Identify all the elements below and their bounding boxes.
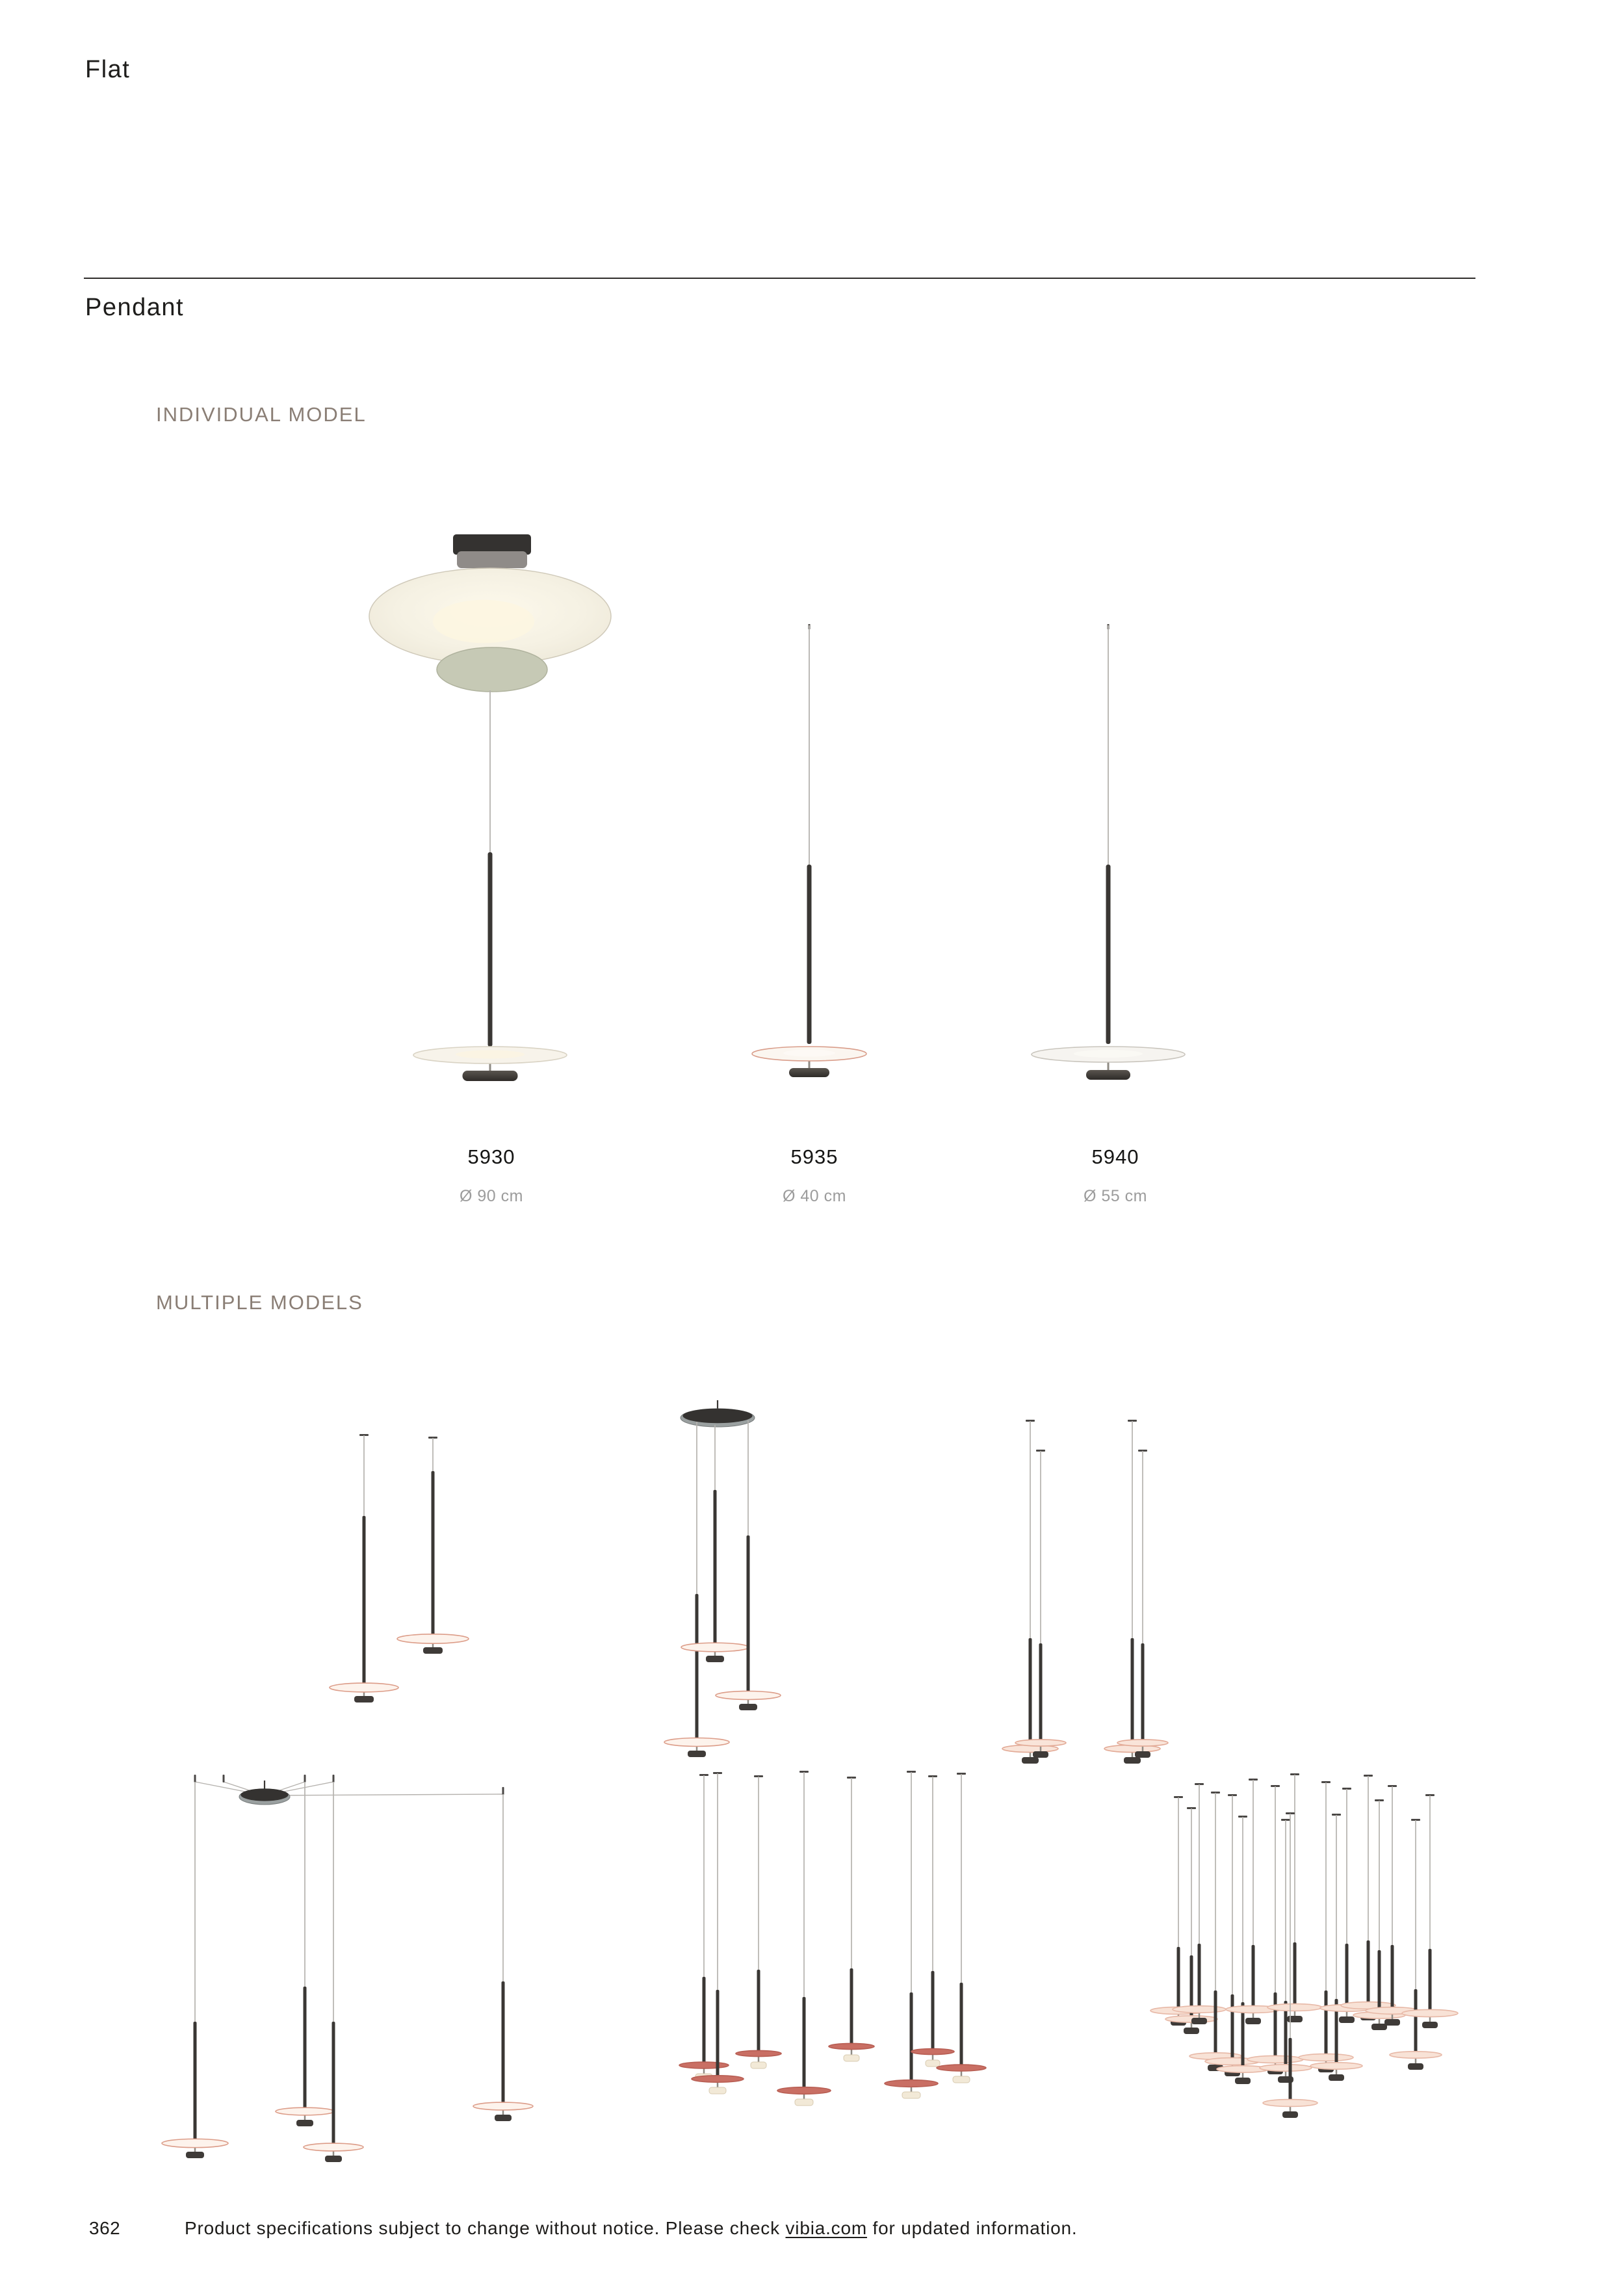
model-caption-5935: [730, 1145, 899, 1206]
section-title: Pendant: [85, 294, 185, 321]
model-code: 5930: [467, 1145, 515, 1168]
footer-note: [185, 2218, 1077, 2239]
model-caption-5930: [407, 1145, 576, 1206]
vibia-link[interactable]: vibia.com: [785, 2218, 867, 2238]
model-code: 5935: [790, 1145, 838, 1168]
model-caption-5940: [1031, 1145, 1200, 1206]
model-size: Ø 55 cm: [1084, 1187, 1147, 1205]
multiple-models-label: MULTIPLE MODELS: [156, 1291, 363, 1314]
page-number: 362: [89, 2218, 121, 2238]
model-size: Ø 90 cm: [460, 1187, 523, 1205]
individual-model-label: INDIVIDUAL MODEL: [156, 403, 367, 426]
product-title: Flat: [85, 56, 131, 83]
footer-note-start: Product specifications subject to change without notice. Please check: [185, 2218, 786, 2238]
footer-note-end: for updated information.: [866, 2218, 1078, 2238]
model-size: Ø 40 cm: [783, 1187, 846, 1205]
model-code: 5940: [1091, 1145, 1139, 1168]
